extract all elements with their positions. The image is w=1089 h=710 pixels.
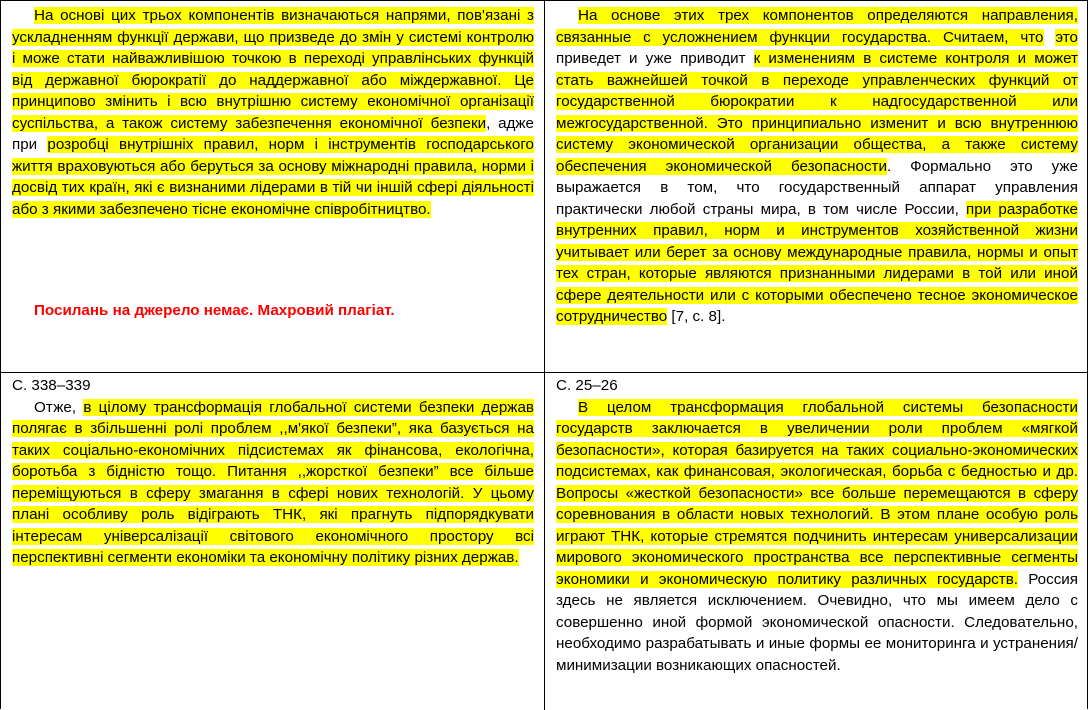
paragraph-russian-1: [556, 5, 1078, 328]
cell-top-left: [1, 1, 545, 373]
cell-bottom-right: [545, 373, 1088, 710]
plain-text: , адже при: [12, 114, 534, 153]
highlighted-text: при разработке внутренних правил, норм и инструментов хозяйственной жизни учитывает или берет за основу международные правила, нормы и опыт тех стран, которые являются признанными лидерами в той или иной сфере деятельности или с которыми обеспечено тесное экономическое сотрудничество: [556, 200, 1078, 325]
highlighted-text: На основе этих трех компонентов определяются направления, связанные с усложнением функции государства. Считаем, что: [556, 7, 1078, 46]
highlighted-text: это: [1055, 28, 1078, 46]
cell-top-right: [545, 1, 1088, 373]
plain-text: . Формально это уже выражается в том, что государственный аппарат управления практически любой страны мира, в том числе России,: [556, 157, 1078, 218]
highlighted-text: в цілому трансформація глобальної системи безпеки держав полягає в збільшенні ролі проблем ,,м'якої безпеки”, яка базується на таких соціально-економічних підсистемах як фінансова, екологічна, боротьба з бідністю тощо. Питання ,,жорсткої безпеки” все більше переміщуються в сферу змагання в сфері нових технологій. У цьому плані особливу роль відіграють ТНК, які прагнуть підпорядкувати інтересам універсалізації світового економічного простору всі перспективні сегменти економіки та економічну політику різних держав.: [12, 398, 534, 566]
plain-text: Отже,: [34, 398, 84, 416]
highlighted-text: В целом трансформация глобальной системы безопасности государств заключается в увеличении роли проблем «мягкой безопасности», которая базируется на таких социально-экономических подсистемах, как финансовая, экологическая, борьба с бедностью и др. Вопросы «жесткой безопасности» все больше перемещаются в сферу соревнования в области новых технологий. В этом плане особую роль играют ТНК, которые стремятся подчинить интересам универсализации мирового экономического пространства все перспективные сегменты экономики и экономическую политику различных государств.: [556, 398, 1078, 588]
plagiarism-note: Посилань на джерело немає. Махровий плагіат.: [34, 302, 395, 319]
page-reference: С. 25–26: [556, 377, 618, 394]
plain-text: [1044, 29, 1056, 46]
highlighted-text: розробці внутрішніх правил, норм і інструментів господарського життя враховуються або беруться за основу міжнародні правила, норми і досвід тих країн, які є визнаними лідерами в тій чи іншій сфері діяльності або з якими забезпечено тісне економічне співробітництво.: [12, 136, 534, 218]
page-reference: С. 338–339: [12, 377, 91, 394]
paragraph-ukrainian-2: [12, 375, 534, 569]
highlighted-text: На основі цих трьох компонентів визначаються напрями, пов'язані з ускладненням функції держави, що призведе до змін у системі контролю і може стати найважливішою точкою в переході управлінських функцій від державної бюрократії до наддержавної або міждержавної. Це принципово змінить і всю внутрішню систему економічної організації суспільства, а також систему забезпечення економічної безпеки: [12, 7, 534, 132]
highlighted-text: к изменениям в системе контроля и может стать важнейшей точкой в переходе управленческих функций от государственной бюрократии к надгосударственной или межгосударственной. Это принципиально изменит и всю внутреннюю систему экономической организации общества, а также систему обеспечения экономической безопасности: [556, 50, 1078, 175]
paragraph-ukrainian-1: [12, 5, 534, 220]
plain-text: приведет и уже приводит: [556, 50, 754, 67]
cell-bottom-left: [1, 373, 545, 710]
plain-text: Россия здесь не является исключением. Очевидно, что мы имеем дело с совершенно иной формой экономической опасности. Следовательно, необходимо разрабатывать и иные формы ее мониторинга и устранения/минимизации возникающих опасностей.: [556, 570, 1078, 674]
citation-text: [7, с. 8].: [667, 308, 726, 325]
paragraph-russian-2: [556, 375, 1078, 676]
